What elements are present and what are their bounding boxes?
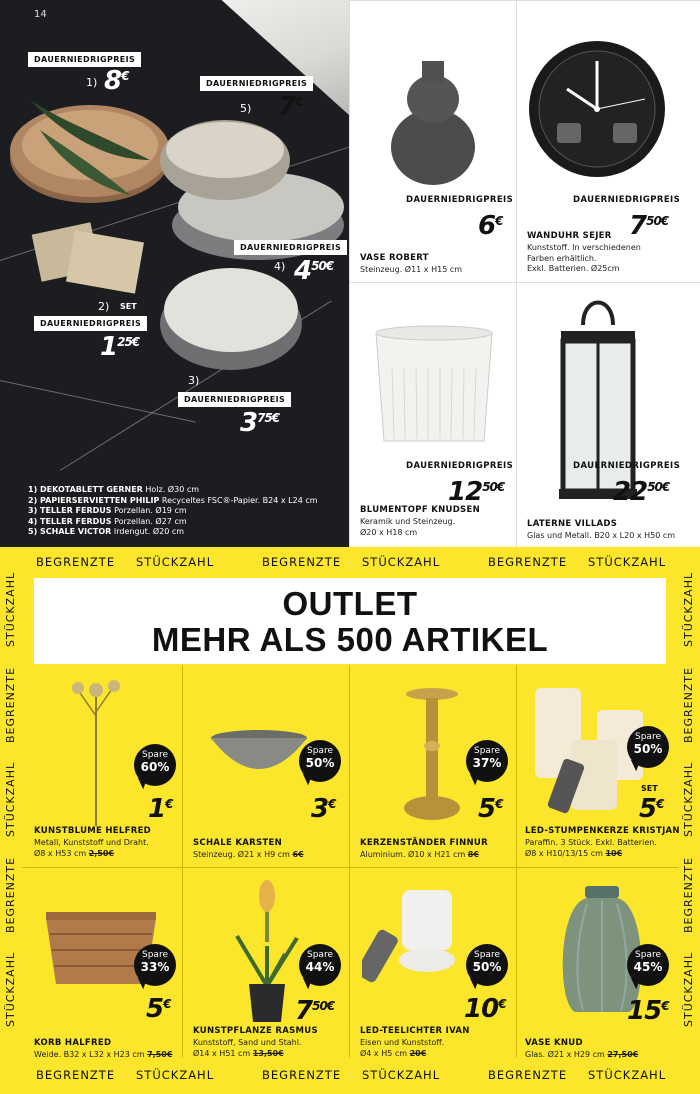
price-main: 15 (627, 996, 662, 1026)
desc-line (34, 1050, 172, 1061)
product-description (360, 265, 462, 276)
ticker-word: STÜCKZAHL (362, 1068, 441, 1082)
ticker-word: STÜCKZAHL (136, 1068, 215, 1082)
discount-label: Spare (142, 750, 168, 760)
discount-value: 44% (305, 960, 335, 974)
product-card-wanduhr-sejer[interactable] (516, 0, 700, 282)
discount-label: Spare (635, 732, 661, 742)
price (448, 479, 504, 505)
desc-size: Ø4 x H5 cm (360, 1048, 410, 1058)
ticker-word: STÜCKZAHL (4, 951, 17, 1027)
legend-name: 1) DEKOTABLETT GERNER (28, 485, 143, 494)
price-cents: € (163, 997, 171, 1011)
vase-image (388, 59, 478, 189)
ticker-word: STÜCKZAHL (682, 951, 695, 1027)
old-price: 20€ (409, 1048, 427, 1058)
outlet-item-korb-halfred[interactable] (22, 868, 182, 1064)
desc-size: Steinzeug. Ø21 x H9 cm (193, 850, 293, 859)
product-name: KERZENSTÄNDER FINNUR (360, 838, 488, 848)
desc-line: Keramik und Steinzeug. (360, 517, 456, 526)
price-main: 10 (464, 994, 499, 1024)
product-description (525, 838, 657, 859)
old-price: 2,50€ (88, 848, 114, 858)
product-legend (28, 485, 318, 538)
price-main: 3 (311, 794, 329, 824)
ticker-right (678, 547, 700, 1094)
legend-name: 5) SCHALE VICTOR (28, 527, 112, 536)
price-cents: 25€ (117, 335, 140, 349)
price (100, 334, 139, 360)
ticker-word: BEGRENZTE (682, 856, 695, 933)
price-main: 7 (278, 92, 296, 122)
price-main: 3 (240, 408, 258, 438)
ticker-word: BEGRENZTE (262, 555, 342, 569)
desc-line: Kunststoff. In verschiedenen (527, 243, 641, 252)
legend-name: 3) TELLER FERDUS (28, 506, 112, 515)
set-label: SET (120, 302, 137, 311)
desc-line: Glas und Metall. B20 x L20 x H50 cm (527, 531, 676, 540)
banner-title: OUTLET (282, 585, 418, 622)
wall-clock-image (527, 39, 667, 179)
discount-badge (627, 944, 669, 986)
desc-size: Glas. Ø21 x H29 cm (525, 1050, 608, 1059)
ticker-word: STÜCKZAHL (362, 555, 441, 569)
outlet-item-led-teelichter-ivan[interactable] (350, 868, 516, 1064)
price (613, 479, 669, 505)
price-main: 7 (629, 211, 647, 241)
legend-name: 4) TELLER FERDUS (28, 516, 112, 526)
flower-pot-image (372, 323, 496, 447)
price-main: 6 (478, 211, 496, 241)
bowl-image (209, 730, 309, 788)
discount-badge (134, 944, 176, 986)
ticker-word: STÜCKZAHL (136, 555, 215, 569)
desc-line: Paraffin. 3 Stück. Exkl. Batterien. (525, 838, 657, 847)
price-cents: € (328, 797, 336, 811)
product-name: WANDUHR SEJER (527, 231, 612, 241)
legend-line (28, 506, 318, 517)
discount-value: 33% (140, 960, 170, 974)
product-name: KORB HALFRED (34, 1038, 112, 1048)
discount-badge (134, 744, 176, 786)
ticker-word: STÜCKZAHL (682, 571, 695, 647)
price (294, 258, 333, 284)
marble-vein (0, 380, 196, 423)
price (464, 996, 506, 1022)
product-card-laterne-villads[interactable] (516, 282, 700, 547)
ticker-word: BEGRENZTE (4, 666, 17, 743)
desc-line: Farben erhältlich. (527, 253, 597, 263)
bowl-inner (166, 122, 284, 178)
ticker-word: STÜCKZAHL (588, 555, 667, 569)
price-tag-label: DAUERNIEDRIGPREIS (34, 316, 147, 331)
price-cents: 50€ (646, 214, 669, 228)
desc-line: Ø20 x H18 cm (360, 527, 418, 537)
price-tag-label: DAUERNIEDRIGPREIS (573, 461, 681, 471)
price-main: 5 (146, 994, 164, 1024)
discount-value: 45% (633, 960, 663, 974)
desc-line (525, 1050, 638, 1061)
price (311, 796, 335, 822)
discount-badge (466, 740, 508, 782)
legend-detail: Porzellan. Ø27 cm (111, 516, 187, 526)
price-main: 5 (478, 794, 496, 824)
legend-line (28, 527, 318, 538)
product-description (360, 1038, 444, 1059)
outlet-item-kunstblume-helfred[interactable] (22, 668, 182, 866)
price-main: 1 (148, 794, 166, 824)
price-cents: € (656, 797, 664, 811)
desc-line (525, 849, 657, 860)
tealights-image (362, 880, 472, 990)
outlet-banner (34, 578, 666, 664)
legend-detail: Recyceltes FSC®-Papier. B24 x L24 cm (159, 495, 318, 505)
product-description (34, 838, 149, 859)
discount-value: 50% (305, 756, 335, 770)
old-price: 8€ (467, 850, 479, 859)
banner-subtitle: MEHR ALS 500 ARTIKEL (151, 621, 549, 658)
desc-line (360, 1049, 444, 1060)
price-cents: 50€ (647, 480, 670, 494)
product-description (193, 1038, 301, 1059)
desc-line (34, 849, 149, 860)
old-price: 10€ (605, 848, 623, 858)
item-marker: 4) (274, 260, 286, 273)
discount-badge (627, 726, 669, 768)
product-name: KUNSTPFLANZE RASMUS (193, 1026, 318, 1036)
legend-line (28, 485, 318, 496)
price (478, 796, 502, 822)
product-description (193, 850, 304, 861)
discount-value: 50% (472, 960, 502, 974)
napkin-image (66, 230, 144, 293)
set-label: SET (641, 784, 658, 793)
desc-size: Ø8 x H10/13/15 cm (525, 848, 606, 858)
price-tag-label: DAUERNIEDRIGPREIS (573, 195, 681, 205)
desc-line: Eisen und Kunststoff. (360, 1038, 445, 1047)
price (148, 796, 172, 822)
ticker-left (0, 547, 22, 1094)
product-name: KUNSTBLUME HELFRED (34, 826, 152, 836)
artificial-flower-image (66, 676, 126, 826)
price-tag-label: DAUERNIEDRIGPREIS (178, 392, 291, 407)
product-card-blumentopf-knudsen[interactable] (349, 282, 516, 547)
legend-line (28, 517, 318, 528)
discount-value: 37% (472, 756, 502, 770)
legend-detail: Irdengut. Ø20 cm (111, 527, 185, 536)
item-marker: 2) (98, 300, 110, 313)
discount-badge (299, 740, 341, 782)
product-name: VASE ROBERT (360, 253, 429, 263)
discount-label: Spare (307, 950, 333, 960)
ticker-top (0, 551, 700, 573)
price-main: 7 (295, 996, 313, 1026)
hero-tableware-photo (0, 0, 349, 547)
price-cents: € (165, 797, 173, 811)
price (639, 796, 663, 822)
price-tag-label: DAUERNIEDRIGPREIS (234, 240, 347, 255)
price-cents: € (661, 999, 669, 1013)
small-plate-top (164, 268, 298, 352)
price-cents: € (495, 214, 503, 228)
price (295, 998, 334, 1024)
ticker-word: BEGRENZTE (488, 1068, 568, 1082)
legend-detail: Holz. Ø30 cm (142, 485, 200, 494)
item-marker: 1) (86, 76, 98, 89)
product-name: LATERNE VILLADS (527, 519, 618, 529)
price-cents: 50€ (312, 999, 335, 1013)
price-main: 8 (104, 66, 122, 96)
discount-badge (466, 944, 508, 986)
price (278, 94, 302, 120)
candle-holder-image (402, 686, 462, 826)
item-marker: 3) (188, 374, 200, 387)
old-price: 6€ (292, 850, 304, 859)
desc-size: Ø8 x H53 cm (34, 848, 89, 858)
ticker-word: BEGRENZTE (36, 1068, 116, 1082)
price (478, 213, 502, 239)
price-tag-label: DAUERNIEDRIGPREIS (406, 195, 514, 205)
old-price: 27,50€ (607, 1050, 639, 1059)
product-name: LED-STUMPENKERZE KRISTJAN (525, 826, 680, 836)
old-price: 13,50€ (252, 1048, 284, 1058)
price (146, 996, 170, 1022)
desc-line: Metall, Kunststoff und Draht. (34, 838, 149, 847)
ticker-word: BEGRENZTE (4, 856, 17, 933)
price-main: 4 (294, 256, 312, 286)
price-cents: € (495, 797, 503, 811)
price-main: 12 (448, 477, 483, 507)
product-description (527, 243, 641, 275)
ticker-word: STÜCKZAHL (682, 761, 695, 837)
ticker-word: BEGRENZTE (682, 666, 695, 743)
outlet-item-schale-karsten[interactable] (183, 668, 349, 866)
outlet-item-kunstpflanze-rasmus[interactable] (183, 868, 349, 1064)
ticker-word: STÜCKZAHL (4, 761, 17, 837)
item-marker: 5) (240, 102, 252, 115)
price (627, 998, 669, 1024)
ticker-word: STÜCKZAHL (588, 1068, 667, 1082)
price-tag-label: DAUERNIEDRIGPREIS (200, 76, 313, 91)
desc-line: Steinzeug. Ø11 x H15 cm (360, 265, 463, 274)
price-cents: € (295, 95, 303, 109)
desc-line: Kunststoff, Sand und Stahl. (193, 1038, 302, 1047)
discount-value: 60% (140, 760, 170, 774)
old-price: 7,50€ (147, 1050, 173, 1059)
ticker-word: BEGRENZTE (262, 1068, 342, 1082)
ticker-word: BEGRENZTE (488, 555, 568, 569)
price (104, 68, 128, 94)
price-cents: € (498, 997, 506, 1011)
price-main: 5 (639, 794, 657, 824)
price-main: 1 (100, 332, 118, 362)
desc-line: Exkl. Batterien. Ø25cm (527, 264, 620, 273)
outlet-item-kerzenstaender-finnur[interactable] (350, 668, 516, 866)
desc-size: Weide. B32 x L32 x H23 cm (34, 1050, 148, 1059)
countertop-edge (179, 0, 349, 115)
product-description (527, 531, 675, 542)
discount-label: Spare (474, 950, 500, 960)
product-description (525, 1050, 638, 1061)
page-number: 14 (34, 9, 47, 20)
price (629, 213, 668, 239)
product-name: BLUMENTOPF KNUDSEN (360, 505, 480, 515)
desc-line (193, 850, 304, 861)
product-name: VASE KNUD (525, 1038, 583, 1048)
product-name: SCHALE KARSTEN (193, 838, 282, 848)
legend-detail: Porzellan. Ø19 cm (111, 506, 187, 515)
product-description (360, 850, 479, 861)
outlet-item-led-stumpenkerze-kristjan[interactable] (517, 668, 678, 866)
product-card-vase-robert[interactable] (349, 0, 516, 282)
kale-leaves-image (20, 90, 160, 200)
discount-badge (299, 944, 341, 986)
ticker-bottom (0, 1064, 700, 1086)
price-tag-label: DAUERNIEDRIGPREIS (406, 461, 514, 471)
price-tag-label: DAUERNIEDRIGPREIS (28, 52, 141, 67)
price-cents: 50€ (311, 259, 334, 273)
desc-size: Aluminium. Ø10 x H21 cm (360, 850, 468, 859)
discount-label: Spare (635, 950, 661, 960)
product-description (34, 1050, 172, 1061)
desc-size: Ø14 x H51 cm (193, 1048, 253, 1058)
discount-label: Spare (142, 950, 168, 960)
price-cents: 75€ (257, 411, 280, 425)
price (240, 410, 279, 436)
legend-line (28, 496, 318, 507)
discount-value: 50% (633, 742, 663, 756)
price-main: 22 (613, 477, 648, 507)
desc-line (360, 850, 479, 861)
discount-label: Spare (307, 746, 333, 756)
price-cents: 50€ (482, 480, 505, 494)
product-name: LED-TEELICHTER IVAN (360, 1026, 470, 1036)
desc-line (193, 1049, 301, 1060)
ticker-word: STÜCKZAHL (4, 571, 17, 647)
price-cents: € (121, 69, 129, 83)
outlet-item-vase-knud[interactable] (517, 868, 678, 1064)
legend-name: 2) PAPIERSERVIETTEN PHILIP (28, 495, 160, 505)
ticker-word: BEGRENZTE (36, 555, 116, 569)
product-description (360, 517, 455, 538)
discount-label: Spare (474, 746, 500, 756)
